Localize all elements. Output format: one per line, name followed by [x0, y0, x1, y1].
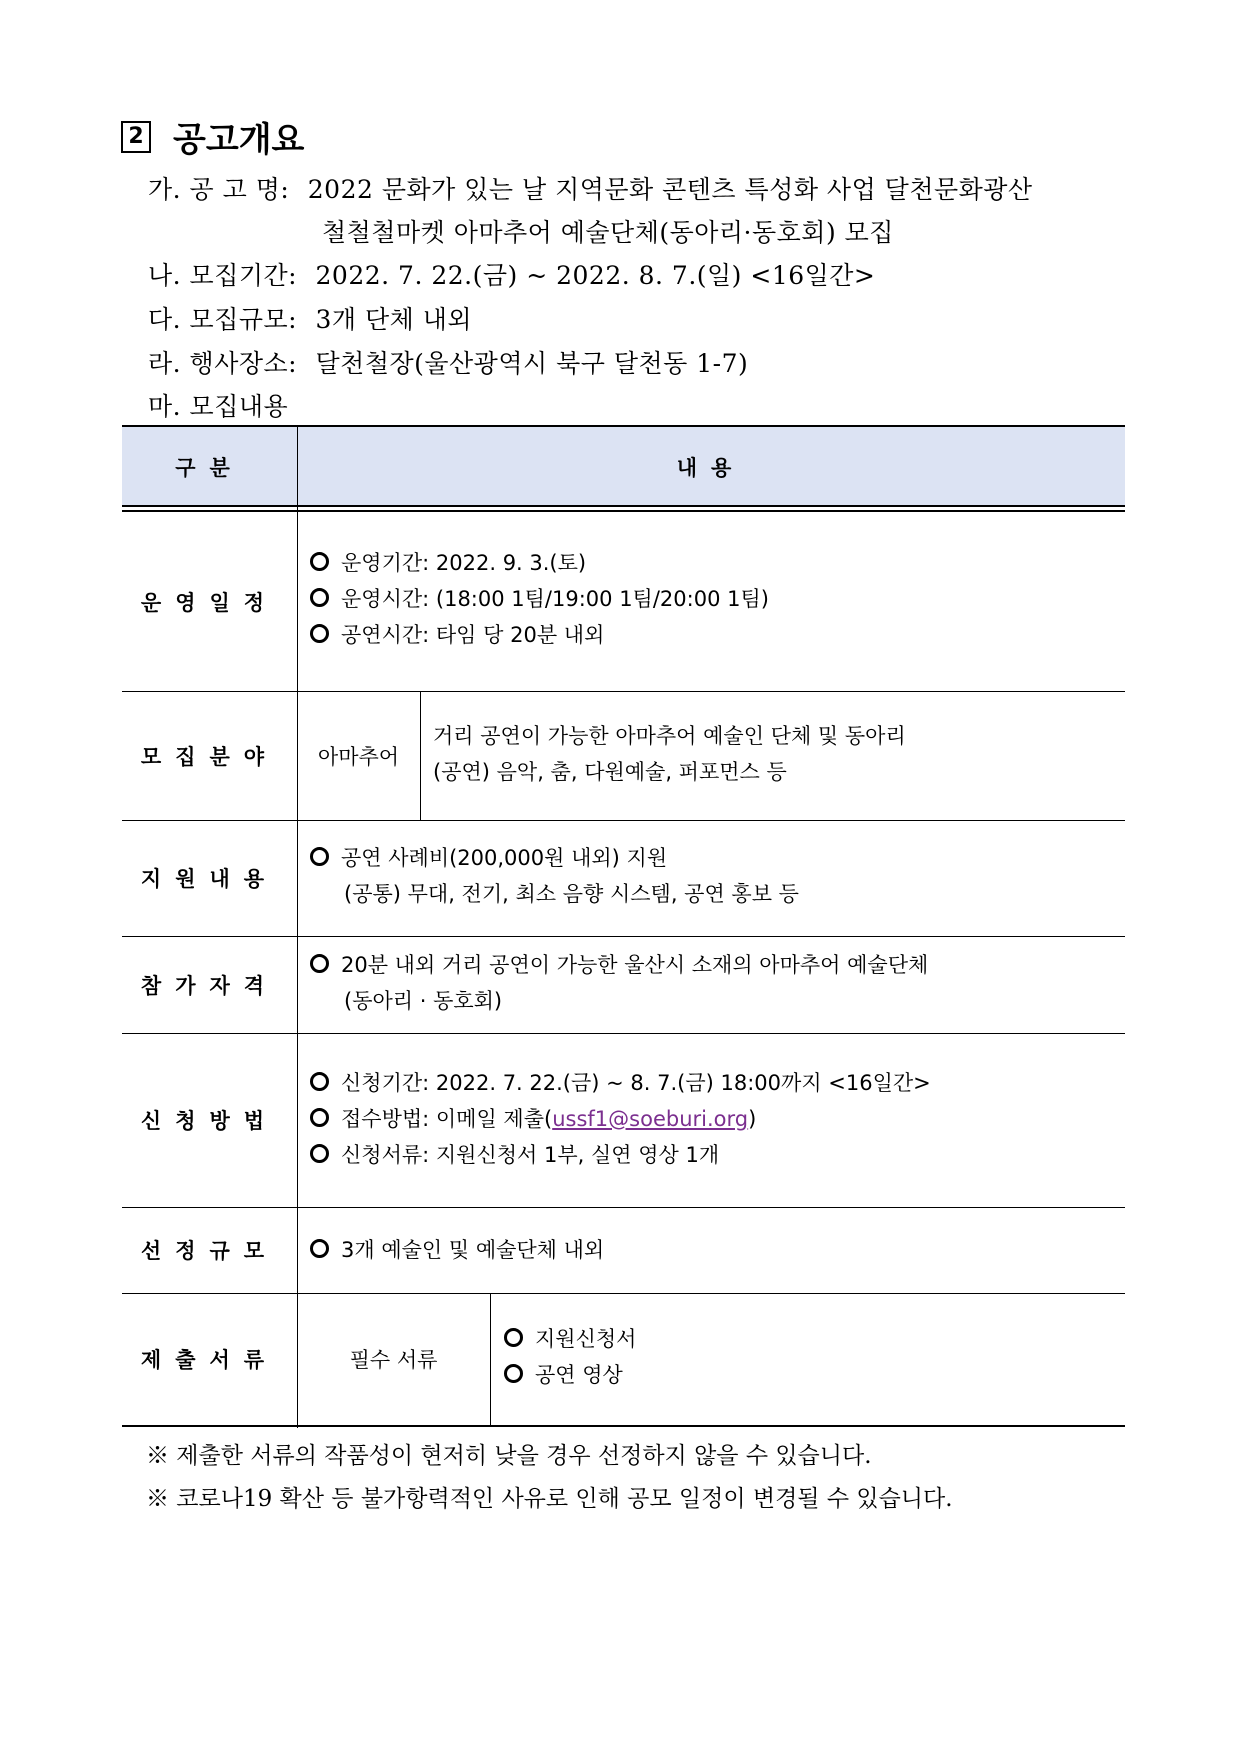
circle-bullet-icon	[310, 1239, 329, 1258]
sub-column-divider	[490, 1293, 491, 1425]
circle-bullet-icon	[310, 552, 329, 571]
header-col-category: 구분	[175, 456, 244, 480]
row-label-support: 지원내용	[140, 867, 279, 891]
list-item: 운영기간: 2022. 9. 3.(토)	[310, 545, 769, 581]
overview-line-title-cont: 철철철마켓 아마추어 예술단체(동아리·동호회) 모집	[322, 218, 894, 247]
field-sub-label: 아마추어	[317, 744, 400, 769]
circle-bullet-icon	[310, 588, 329, 607]
row-label-selection: 선정규모	[140, 1239, 279, 1263]
sub-column-divider	[420, 691, 421, 820]
section-title: 공고개요	[173, 120, 305, 160]
overview-line-title: 가. 공 고 명: 2022 문화가 있는 날 지역문화 콘텐츠 특성화 사업 달천문화광산	[148, 175, 1033, 204]
row-label-schedule: 운영일정	[140, 590, 279, 615]
header-divider	[122, 505, 1125, 507]
overview-line-period: 나. 모집기간: 2022. 7. 22.(금) ~ 2022. 8. 7.(일) <16일간>	[148, 261, 876, 290]
email-link[interactable]: ussf1@soeburi.org	[552, 1107, 749, 1131]
apply-content	[310, 1065, 931, 1173]
support-content: 공연 사례비(200,000원 내외) 지원 (공통) 무대, 전기, 최소 음향 시스템, 공연 홍보 등	[310, 840, 799, 912]
circle-bullet-icon	[310, 624, 329, 643]
list-item: 신청서류: 지원신청서 1부, 실연 영상 1개	[310, 1137, 931, 1173]
list-item: 신청기간: 2022. 7. 22.(금) ~ 8. 7.(금) 18:00까지 <16일간>	[310, 1065, 931, 1101]
list-item: 3개 예술인 및 예술단체 내외	[310, 1232, 604, 1268]
circle-bullet-icon	[504, 1328, 523, 1347]
row-label-submission: 제출서류	[140, 1348, 279, 1372]
circle-bullet-icon	[504, 1364, 523, 1383]
list-item: 공연시간: 타임 당 20분 내외	[310, 617, 769, 653]
circle-bullet-icon	[310, 954, 329, 973]
circle-bullet-icon	[310, 1144, 329, 1163]
overview-line-scale: 다. 모집규모: 3개 단체 내외	[148, 305, 473, 334]
row-label-eligibility: 참가자격	[140, 973, 279, 998]
overview-line-content: 마. 모집내용	[148, 392, 289, 421]
submission-content	[504, 1321, 636, 1393]
note-line: ※ 제출한 서류의 작품성이 현저히 낮을 경우 선정하지 않을 수 있습니다.	[146, 1443, 872, 1469]
list-item: 접수방법: 이메일 제출(ussf1@soeburi.org)	[310, 1101, 931, 1137]
overview-line-venue: 라. 행사장소: 달천철장(울산광역시 북구 달천동 1-7)	[148, 349, 749, 378]
list-item: 20분 내외 거리 공연이 가능한 울산시 소재의 아마추어 예술단체	[310, 947, 928, 983]
list-item: 운영시간: (18:00 1팀/19:00 1팀/20:00 1팀)	[310, 581, 769, 617]
schedule-content	[310, 545, 769, 653]
row-label-field: 모집분야	[140, 744, 279, 769]
column-divider	[297, 425, 298, 1428]
submission-sub-label: 필수 서류	[349, 1348, 438, 1372]
section-heading	[121, 112, 304, 161]
list-item: 지원신청서	[504, 1321, 636, 1357]
list-item: 공연 사례비(200,000원 내외) 지원	[310, 840, 799, 876]
selection-content	[310, 1232, 604, 1268]
recruitment-table	[122, 425, 1125, 1428]
circle-bullet-icon	[310, 1108, 329, 1127]
table-bottom-border	[122, 1425, 1125, 1427]
field-content: 거리 공연이 가능한 아마추어 예술인 단체 및 동아리 (공연) 음악, 춤, 다원예술, 퍼포먼스 등	[433, 724, 906, 784]
header-col-content: 내용	[676, 456, 746, 480]
list-item: 공연 영상	[504, 1357, 636, 1393]
note-line: ※ 코로나19 확산 등 불가항력적인 사유로 인해 공모 일정이 변경될 수 있습니다.	[146, 1486, 953, 1512]
section-number: 2	[121, 121, 151, 153]
eligibility-content: 20분 내외 거리 공연이 가능한 울산시 소재의 아마추어 예술단체 (동아리 · 동호회)	[310, 947, 928, 1019]
table-header	[122, 425, 1125, 507]
row-label-apply: 신청방법	[140, 1109, 279, 1133]
circle-bullet-icon	[310, 847, 329, 866]
circle-bullet-icon	[310, 1072, 329, 1091]
